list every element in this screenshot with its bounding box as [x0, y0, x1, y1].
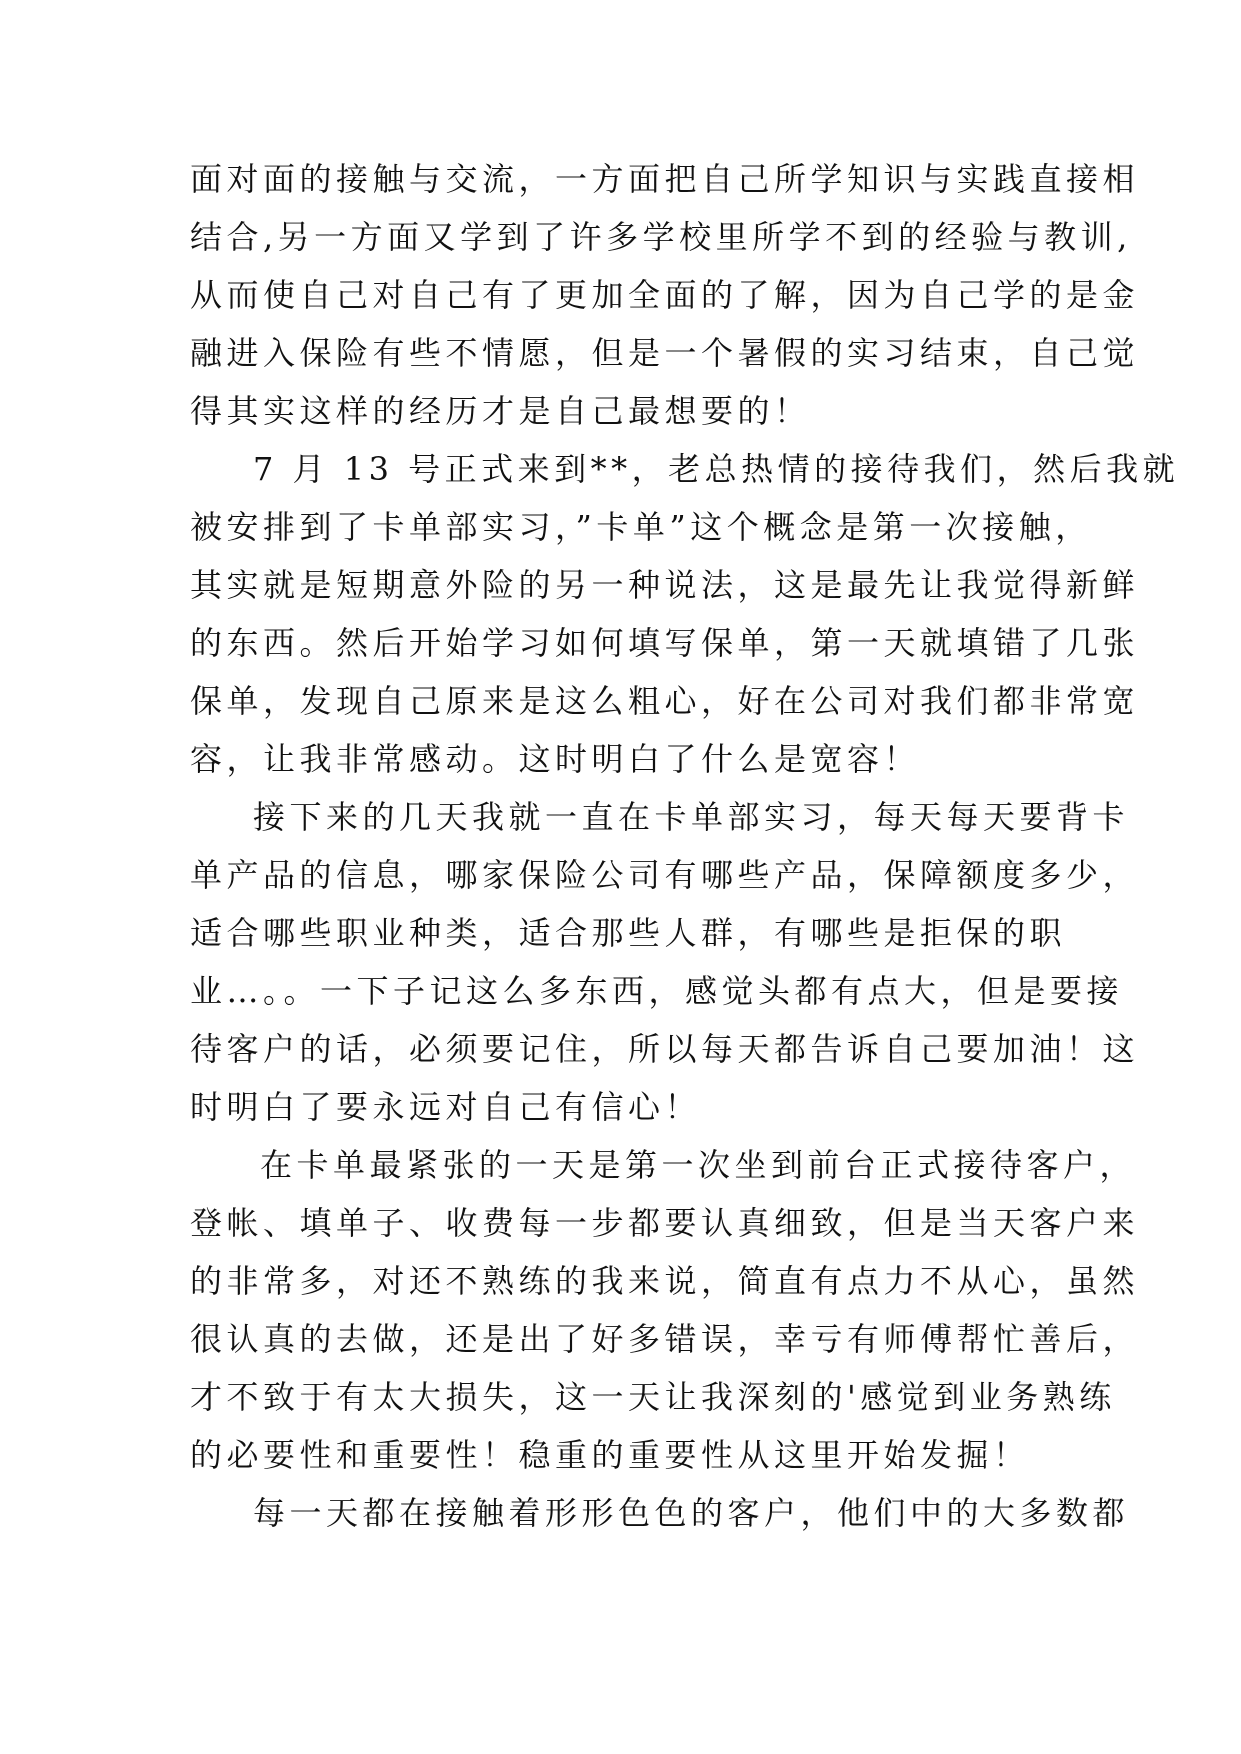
- body-text-line: 的东西。然后开始学习如何填写保单，第一天就填错了几张: [190, 624, 1140, 662]
- body-text-line: 每一天都在接触着形形色色的客户，他们中的大多数都: [253, 1494, 1130, 1532]
- body-text-line: 待客户的话，必须要记住，所以每天都告诉自己要加油！这: [190, 1030, 1140, 1068]
- body-text-line: 登帐、填单子、收费每一步都要认真细致，但是当天客户来: [190, 1204, 1140, 1242]
- body-text-line: 结合,另一方面又学到了许多学校里所学不到的经验与教训,: [190, 218, 1132, 256]
- body-text-line: 适合哪些职业种类，适合那些人群，有哪些是拒保的职: [190, 914, 1067, 952]
- body-text-line: 接下来的几天我就一直在卡单部实习，每天每天要背卡: [253, 798, 1130, 836]
- body-text-line: 时明白了要永远对自己有信心！: [190, 1088, 702, 1126]
- body-text-line: 得其实这样的经历才是自己最想要的！: [190, 392, 811, 430]
- body-text-line: 才不致于有太大损失，这一天让我深刻的'感觉到业务熟练: [190, 1378, 1116, 1416]
- body-text-line: 容，让我非常感动。这时明白了什么是宽容！: [190, 740, 921, 778]
- body-text-line: 的必要性和重要性！稳重的重要性从这里开始发掘！: [190, 1436, 1030, 1474]
- body-text-line: 的非常多，对还不熟练的我来说，简直有点力不从心，虽然: [190, 1262, 1140, 1300]
- body-text-line: 单产品的信息，哪家保险公司有哪些产品，保障额度多少，: [190, 856, 1140, 894]
- body-text-line: 7 月 13 号正式来到**，老总热情的接待我们，然后我就: [253, 450, 1180, 488]
- body-text-line: 保单，发现自己原来是这么粗心，好在公司对我们都非常宽: [190, 682, 1140, 720]
- body-text-line: 其实就是短期意外险的另一种说法，这是最先让我觉得新鲜: [190, 566, 1140, 604]
- body-text-line: 融进入保险有些不情愿，但是一个暑假的实习结束，自己觉: [190, 334, 1140, 372]
- body-text-line: 面对面的接触与交流，一方面把自己所学知识与实践直接相: [190, 160, 1140, 198]
- body-text-line: 从而使自己对自己有了更加全面的了解，因为自己学的是金: [190, 276, 1140, 314]
- body-text-line: 业…。。一下子记这么多东西，感觉头都有点大，但是要接: [190, 972, 1124, 1010]
- body-text-line: 很认真的去做，还是出了好多错误，幸亏有师傅帮忙善后，: [190, 1320, 1140, 1358]
- body-text-line: 在卡单最紧张的一天是第一次坐到前台正式接待客户，: [260, 1146, 1137, 1184]
- body-text-line: 被安排到了卡单部实习，”卡单”这个概念是第一次接触，: [190, 508, 1092, 546]
